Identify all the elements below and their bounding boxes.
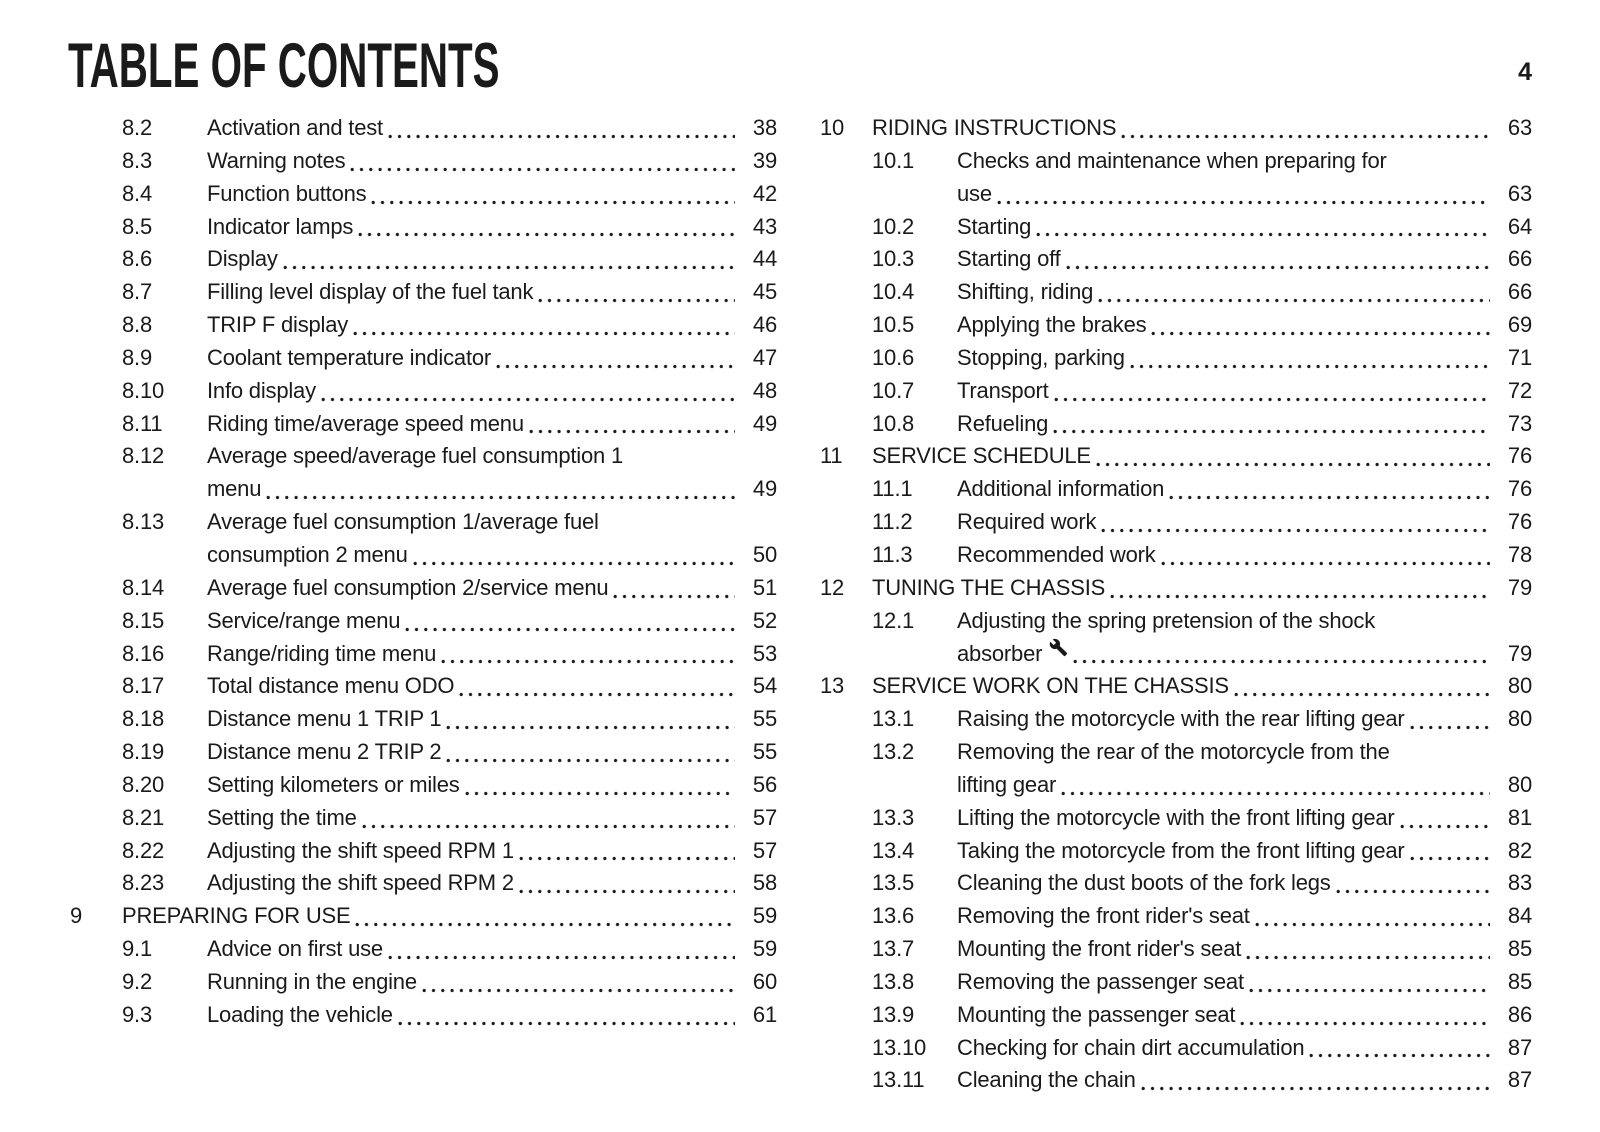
entry-page: 66: [1507, 246, 1532, 272]
entry-page: 59: [752, 903, 777, 929]
toc-entry-row: [872, 802, 1532, 835]
entry-page: 63: [1507, 180, 1532, 206]
dot-leader: [371, 200, 735, 205]
toc-entry-row: [872, 309, 1532, 342]
dot-leader: [1410, 856, 1490, 861]
entry-title: Setting kilometers or miles: [207, 771, 460, 797]
entry-number: 13: [820, 673, 845, 699]
toc-entry-row: [122, 178, 777, 211]
page-title: [68, 30, 742, 102]
entry-page: 49: [752, 476, 777, 502]
dot-leader: [1240, 1021, 1490, 1026]
toc-entry-row: [872, 966, 1532, 999]
toc-entry-row: [872, 605, 1532, 638]
entry-page: 54: [752, 673, 777, 699]
entry-number: 12: [820, 574, 845, 600]
entry-page: 87: [1507, 1067, 1532, 1093]
entry-number: 8.20: [122, 771, 165, 797]
dot-leader: [538, 298, 735, 303]
entry-title: Average speed/average fuel consumption 1: [207, 443, 623, 469]
dot-leader: [283, 265, 735, 270]
entry-title: menu: [207, 476, 262, 502]
entry-number: 13.10: [872, 1034, 927, 1060]
entry-page: 42: [752, 180, 777, 206]
entry-number: 8.9: [122, 344, 152, 370]
toc-entry-row: [122, 835, 777, 868]
dot-leader: [613, 594, 735, 599]
entry-page: 71: [1507, 344, 1532, 370]
toc-entry-row: [872, 506, 1532, 539]
dot-leader: [459, 692, 735, 697]
entry-page: 63: [1507, 115, 1532, 140]
entry-number: 11: [820, 443, 843, 469]
entry-title: Additional information: [957, 476, 1165, 502]
toc-entry-row: [122, 440, 777, 473]
dot-leader: [519, 856, 735, 861]
entry-title: Cleaning the dust boots of the fork legs: [957, 870, 1331, 896]
entry-number: 9.2: [122, 968, 152, 994]
dot-leader: [1151, 331, 1490, 336]
toc-entry-row: [872, 867, 1532, 900]
entry-title: PREPARING FOR USE: [122, 903, 351, 929]
dot-leader: [1096, 462, 1490, 467]
entry-number: 10.8: [872, 410, 915, 436]
entry-number: 10.6: [872, 344, 915, 370]
entry-title: Removing the front rider's seat: [957, 903, 1250, 929]
entry-title: Raising the motorcycle with the rear lifting gear: [957, 706, 1405, 732]
entry-title: Distance menu 2 TRIP 2: [207, 739, 442, 765]
entry-page: 58: [752, 870, 777, 896]
dot-leader: [529, 429, 735, 434]
toc-entry-row: [872, 1064, 1532, 1097]
entry-number: 8.12: [122, 443, 165, 469]
entry-title: Advice on first use: [207, 936, 383, 962]
dot-leader: [1098, 298, 1490, 303]
entry-page: 66: [1507, 279, 1532, 305]
entry-page: 61: [752, 1001, 777, 1027]
entry-number: 8.15: [122, 607, 165, 633]
entry-page: 60: [752, 968, 777, 994]
entry-page: 86: [1507, 1001, 1532, 1027]
toc-entry-row: [207, 539, 777, 572]
toc-entry-row: [872, 835, 1532, 868]
toc-entry-row: [122, 933, 777, 966]
entry-page: 76: [1507, 443, 1532, 469]
entry-number: 9.1: [122, 936, 152, 962]
entry-number: 13.11: [872, 1067, 925, 1093]
toc-entry-row: [122, 769, 777, 802]
toc-entry-row: [872, 276, 1532, 309]
dot-leader: [355, 922, 735, 927]
entry-page: 85: [1507, 968, 1532, 994]
dot-leader: [441, 659, 735, 664]
entry-number: 13.9: [872, 1001, 915, 1027]
entry-page: 79: [1507, 640, 1532, 666]
entry-page: 48: [752, 377, 777, 403]
toc-entry-row: [122, 309, 777, 342]
dot-leader: [1121, 134, 1490, 139]
dot-leader: [1130, 364, 1490, 369]
entry-page: 45: [752, 279, 777, 305]
page-title-text: TABLE OF CONTENTS: [68, 31, 500, 101]
entry-title: Total distance menu ODO: [207, 673, 455, 699]
toc-column-left: [70, 112, 777, 1032]
toc-entry-row: [820, 572, 1532, 605]
toc-entry-row: [122, 112, 777, 145]
dot-leader: [1169, 495, 1490, 500]
toc-entry-row: [957, 638, 1532, 671]
entry-number: 9: [70, 903, 83, 929]
entry-page: 56: [752, 771, 777, 797]
entry-page: 80: [1507, 706, 1532, 732]
entry-page: 83: [1507, 870, 1532, 896]
entry-number: 8.18: [122, 706, 165, 732]
entry-title: Mounting the front rider's seat: [957, 936, 1242, 962]
entry-number: 8.23: [122, 870, 165, 896]
dot-leader: [1161, 561, 1490, 566]
entry-page: 55: [752, 706, 777, 732]
entry-number: 10.5: [872, 312, 915, 338]
entry-title: Shifting, riding: [957, 279, 1094, 305]
dot-leader: [422, 988, 735, 993]
toc-entry-row: [872, 342, 1532, 375]
entry-title: Setting the time: [207, 804, 357, 830]
entry-title: Activation and test: [207, 115, 383, 140]
dot-leader: [388, 134, 735, 139]
entry-page: 53: [752, 640, 777, 666]
entry-page: 82: [1507, 837, 1532, 863]
dot-leader: [321, 397, 735, 402]
dot-leader: [1249, 988, 1490, 993]
entry-number: 13.1: [872, 706, 915, 732]
toc-entry-row: [122, 867, 777, 900]
toc-entry-row: [872, 900, 1532, 933]
entry-page: 39: [752, 147, 777, 173]
entry-page: 51: [752, 574, 777, 600]
entry-number: 8.21: [122, 804, 165, 830]
entry-page: 80: [1507, 673, 1532, 699]
toc-entry-row: [122, 736, 777, 769]
entry-title: Filling level display of the fuel tank: [207, 279, 534, 305]
entry-page: 76: [1507, 476, 1532, 502]
entry-page: 49: [752, 410, 777, 436]
entry-number: 8.7: [122, 279, 152, 305]
entry-number: 11.1: [872, 476, 913, 502]
toc-entry-row: [872, 736, 1532, 769]
entry-page: 85: [1507, 936, 1532, 962]
entry-title: use: [957, 180, 992, 206]
entry-number: 13.3: [872, 804, 915, 830]
entry-title: Warning notes: [207, 147, 346, 173]
entry-number: 10.3: [872, 246, 915, 272]
dot-leader: [1246, 955, 1490, 960]
entry-number: 11.3: [872, 541, 913, 567]
entry-title: consumption 2 menu: [207, 541, 408, 567]
entry-title: Applying the brakes: [957, 312, 1147, 338]
dot-leader: [997, 200, 1490, 205]
entry-title: Cleaning the chain: [957, 1067, 1136, 1093]
entry-page: 76: [1507, 509, 1532, 535]
entry-title: Adjusting the shift speed RPM 1: [207, 837, 514, 863]
toc-entry-row: [872, 408, 1532, 441]
toc-entry-row: [207, 473, 777, 506]
entry-title: SERVICE WORK ON THE CHASSIS: [872, 673, 1229, 699]
entry-title: SERVICE SCHEDULE: [872, 443, 1091, 469]
entry-number: 13.5: [872, 870, 915, 896]
entry-page: 50: [752, 541, 777, 567]
entry-number: 13.2: [872, 739, 915, 765]
entry-number: 8.8: [122, 312, 152, 338]
entry-title: Average fuel consumption 2/service menu: [207, 574, 609, 600]
entry-number: 10.1: [872, 147, 915, 173]
entry-title: Refueling: [957, 410, 1049, 436]
entry-number: 8.19: [122, 739, 165, 765]
entry-page: 44: [752, 246, 777, 272]
toc-entry-row: [122, 802, 777, 835]
entry-number: 8.16: [122, 640, 165, 666]
toc-entry-row: [820, 670, 1532, 703]
entry-number: 13.8: [872, 968, 915, 994]
toc-entry-row: [122, 276, 777, 309]
toc-entry-row: [122, 605, 777, 638]
entry-title: TRIP F display: [207, 312, 349, 338]
entry-number: 10.4: [872, 279, 915, 305]
toc-entry-row: [122, 243, 777, 276]
entry-page: 69: [1507, 312, 1532, 338]
entry-page: 81: [1507, 804, 1532, 830]
entry-title: Taking the motorcycle from the front lifting gear: [957, 837, 1405, 863]
dot-leader: [405, 627, 735, 632]
toc-entry-row: [820, 112, 1532, 145]
entry-title: Required work: [957, 509, 1097, 535]
dot-leader: [1141, 1086, 1490, 1091]
entry-title: Distance menu 1 TRIP 1: [207, 706, 442, 732]
entry-title: Starting: [957, 213, 1032, 239]
entry-number: 10: [820, 115, 845, 140]
dot-leader: [1061, 791, 1490, 796]
dot-leader: [446, 725, 735, 730]
toc-entry-row: [70, 900, 777, 933]
dot-leader: [1073, 659, 1490, 664]
entry-number: 8.17: [122, 673, 165, 699]
entry-number: 13.7: [872, 936, 915, 962]
entry-number: 10.2: [872, 213, 915, 239]
dot-leader: [1234, 692, 1490, 697]
entry-page: 73: [1507, 410, 1532, 436]
dot-leader: [413, 561, 735, 566]
dot-leader: [519, 889, 735, 894]
entry-title: Stopping, parking: [957, 344, 1125, 370]
dot-leader: [388, 955, 735, 960]
entry-page: 78: [1507, 541, 1532, 567]
toc-entry-row: [872, 1032, 1532, 1065]
dot-leader: [1036, 232, 1490, 237]
entry-title: TUNING THE CHASSIS: [872, 574, 1106, 600]
dot-leader: [1410, 725, 1490, 730]
entry-page: 87: [1507, 1034, 1532, 1060]
dot-leader: [1054, 397, 1490, 402]
entry-number: 8.13: [122, 509, 165, 535]
toc-entry-row: [122, 408, 777, 441]
entry-title: Service/range menu: [207, 607, 401, 633]
entry-title: RIDING INSTRUCTIONS: [872, 115, 1117, 140]
folio-page-number: 4: [1518, 58, 1532, 86]
dot-leader: [446, 758, 735, 763]
toc-entry-row: [122, 342, 777, 375]
entry-number: 8.3: [122, 147, 152, 173]
entry-title: Indicator lamps: [207, 213, 354, 239]
entry-page: 84: [1507, 903, 1532, 929]
dot-leader: [465, 791, 735, 796]
toc-entry-row: [872, 243, 1532, 276]
wrench-icon: [1049, 638, 1068, 657]
toc-entry-row: [122, 375, 777, 408]
dot-leader: [1110, 594, 1490, 599]
entry-title: Coolant temperature indicator: [207, 344, 492, 370]
entry-page: 64: [1507, 213, 1532, 239]
entry-page: 46: [752, 312, 777, 338]
toc-entry-row: [872, 473, 1532, 506]
entry-number: 8.11: [122, 410, 163, 436]
entry-number: 8.10: [122, 377, 165, 403]
toc-entry-row: [820, 440, 1532, 473]
dot-leader: [1309, 1053, 1490, 1058]
dot-leader: [362, 824, 735, 829]
entry-title: Checks and maintenance when preparing for: [957, 147, 1387, 173]
entry-number: 8.6: [122, 246, 152, 272]
dot-leader: [1066, 265, 1490, 270]
entry-title: absorber: [957, 640, 1043, 666]
entry-title: Starting off: [957, 246, 1061, 272]
dot-leader: [1336, 889, 1490, 894]
entry-title: lifting gear: [957, 771, 1057, 797]
entry-page: 80: [1507, 771, 1532, 797]
entry-page: 79: [1507, 574, 1532, 600]
entry-page: 59: [752, 936, 777, 962]
toc-entry-row: [872, 703, 1532, 736]
dot-leader: [353, 331, 735, 336]
entry-page: 57: [752, 804, 777, 830]
entry-page: 57: [752, 837, 777, 863]
toc-entry-row: [122, 999, 777, 1032]
entry-title: Adjusting the shift speed RPM 2: [207, 870, 514, 896]
toc-entry-row: [957, 178, 1532, 211]
toc-entry-row: [122, 638, 777, 671]
entry-number: 8.5: [122, 213, 152, 239]
toc-entry-row: [957, 769, 1532, 802]
entry-title: Running in the engine: [207, 968, 417, 994]
entry-number: 8.2: [122, 115, 152, 140]
entry-page: 72: [1507, 377, 1532, 403]
entry-number: 10.7: [872, 377, 915, 403]
dot-leader: [1053, 429, 1490, 434]
entry-title: Removing the rear of the motorcycle from the: [957, 739, 1390, 765]
dot-leader: [266, 495, 735, 500]
toc-entry-row: [872, 375, 1532, 408]
entry-number: 13.4: [872, 837, 915, 863]
entry-title: Average fuel consumption 1/average fuel: [207, 509, 599, 535]
entry-title: Display: [207, 246, 278, 272]
entry-number: 8.22: [122, 837, 165, 863]
entry-page: 43: [752, 213, 777, 239]
toc-entry-row: [122, 211, 777, 244]
entry-title: Adjusting the spring pretension of the shock: [957, 607, 1376, 633]
toc-entry-row: [122, 145, 777, 178]
dot-leader: [358, 232, 735, 237]
entry-number: 13.6: [872, 903, 915, 929]
toc-entry-row: [872, 999, 1532, 1032]
entry-title: Checking for chain dirt accumulation: [957, 1034, 1305, 1060]
toc-entry-row: [872, 145, 1532, 178]
entry-title: Loading the vehicle: [207, 1001, 393, 1027]
entry-title: Info display: [207, 377, 316, 403]
toc-entry-row: [122, 703, 777, 736]
entry-page: 38: [752, 115, 777, 140]
entry-title: Lifting the motorcycle with the front lifting gear: [957, 804, 1395, 830]
entry-number: 9.3: [122, 1001, 152, 1027]
entry-number: 11.2: [872, 509, 913, 535]
entry-number: 8.4: [122, 180, 152, 206]
toc-entry-row: [872, 211, 1532, 244]
entry-title: Riding time/average speed menu: [207, 410, 524, 436]
dot-leader: [350, 167, 735, 172]
entry-title: Range/riding time menu: [207, 640, 437, 666]
toc-entry-row: [122, 670, 777, 703]
dot-leader: [398, 1021, 735, 1026]
entry-title: Removing the passenger seat: [957, 968, 1244, 994]
toc-entry-row: [122, 506, 777, 539]
toc-entry-row: [122, 966, 777, 999]
toc-entry-row: [872, 539, 1532, 572]
entry-number: 8.14: [122, 574, 165, 600]
dot-leader: [496, 364, 735, 369]
entry-title: Mounting the passenger seat: [957, 1001, 1236, 1027]
entry-page: 55: [752, 739, 777, 765]
dot-leader: [1101, 528, 1490, 533]
entry-page: 47: [752, 344, 777, 370]
entry-title: Recommended work: [957, 541, 1156, 567]
toc-entry-row: [872, 933, 1532, 966]
toc-entry-row: [122, 572, 777, 605]
dot-leader: [1400, 824, 1490, 829]
entry-title: Transport: [957, 377, 1049, 403]
toc-column-right: [820, 112, 1532, 1097]
entry-title: Function buttons: [207, 180, 367, 206]
entry-number: 12.1: [872, 607, 915, 633]
entry-page: 52: [752, 607, 777, 633]
dot-leader: [1255, 922, 1490, 927]
